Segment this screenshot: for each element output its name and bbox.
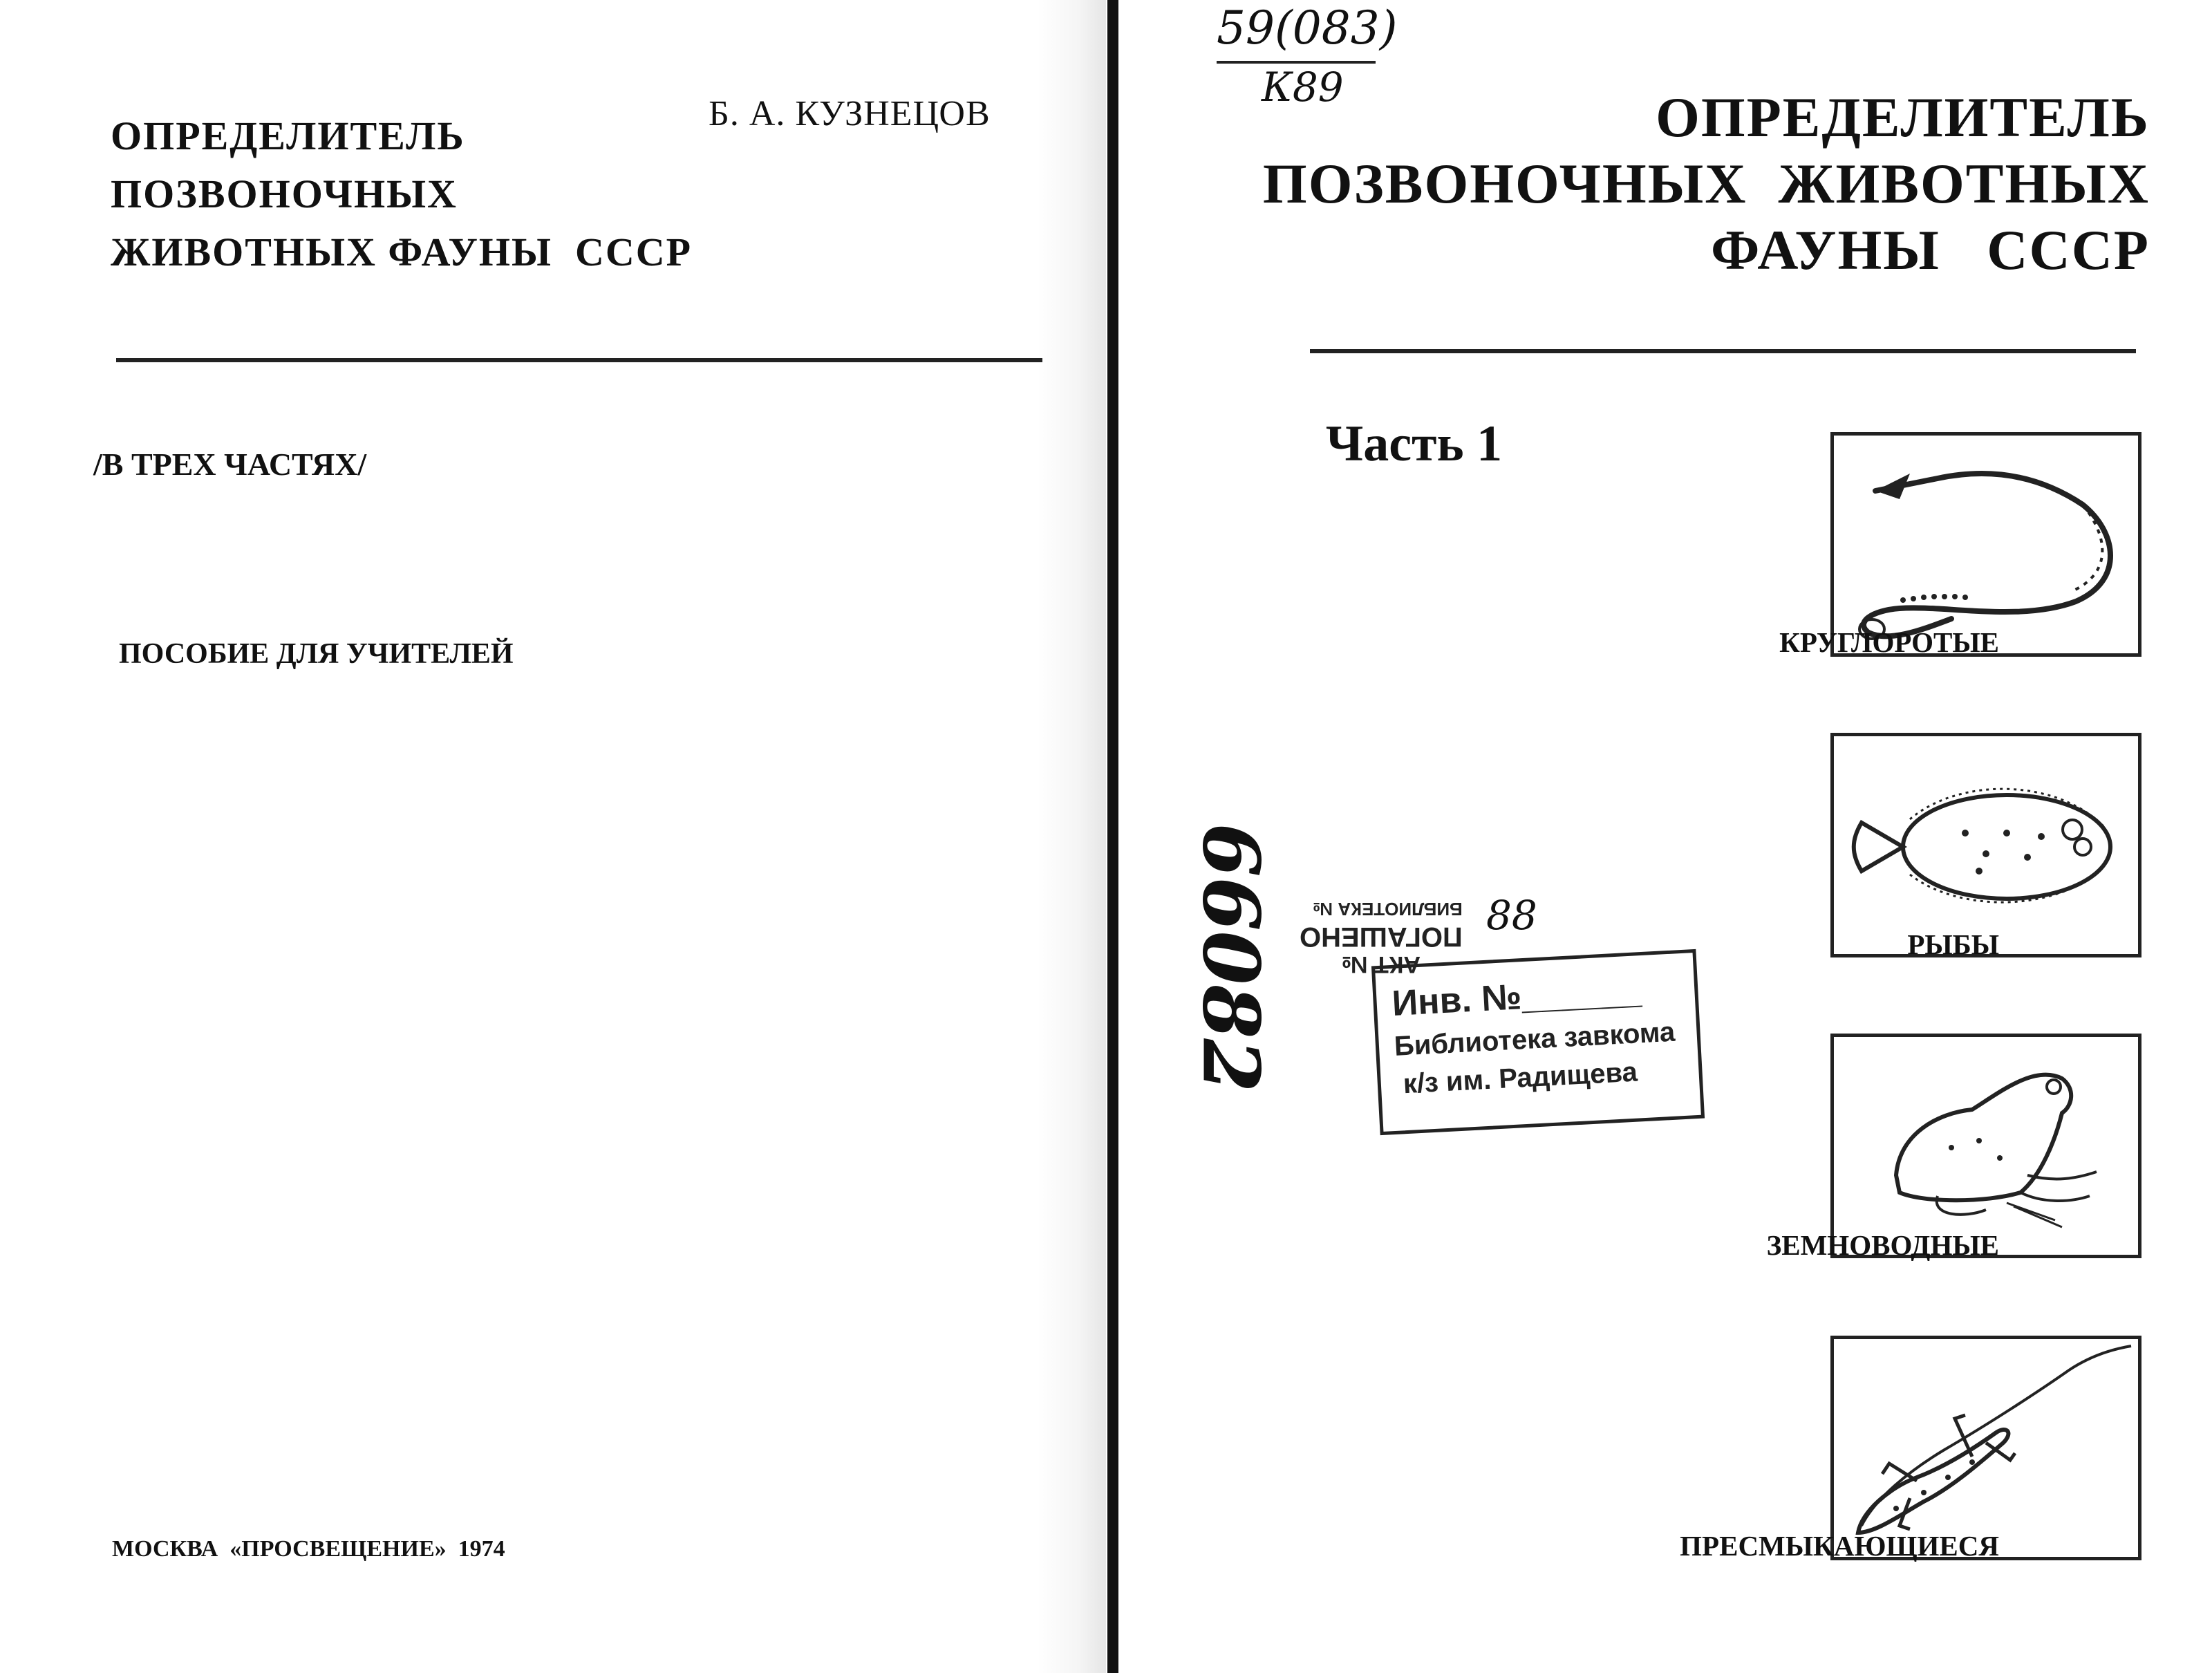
library-stamp-line-2: Библиотека завкома [1393,1016,1676,1062]
mirrored-stamp-line-2: ПОГАШЕНО [1300,922,1463,952]
section-label-amphibians: ЗЕМНОВОДНЫЕ [1766,1229,1999,1261]
right-title-rule [1310,349,2136,353]
section-label-fishes: РЫБЫ [1907,928,1999,960]
lizard-illustration-box [1830,1336,2141,1560]
right-title-line-3: ФАУНЫ СССР [1711,218,2150,281]
right-title-line-1: ОПРЕДЕЛИТЕЛЬ [1656,86,2150,149]
left-subtitle: ПОСОБИЕ ДЛЯ УЧИТЕЛЕЙ [119,638,514,670]
section-label-cyclostomes: КРУГЛОРОТЫЕ [1779,626,1999,658]
right-page [1120,0,2212,1673]
flatfish-illustration-box [1830,733,2141,957]
left-title [111,107,692,281]
flatfish-icon [1834,736,2138,954]
library-stamp-inventory: Инв. №______ [1391,971,1642,1024]
mirrored-stamp-number: 88 [1486,892,1537,939]
library-stamp [1371,949,1705,1135]
right-title [1263,84,2150,283]
author-name: Б. А. КУЗНЕЦОВ [709,94,991,133]
left-title-line-1: ОПРЕДЕЛИТЕЛЬ [111,113,465,158]
lizard-icon [1834,1339,2138,1557]
right-title-line-2: ПОЗВОНОЧНЫХ ЖИВОТНЫХ [1262,152,2150,215]
section-label-reptiles: ПРЕСМЫКАЮЩИЕСЯ [1680,1530,1999,1562]
left-title-rule [116,358,1042,362]
lamprey-icon [1834,436,2138,653]
shelfmark-bottom: К89 [1262,64,1344,111]
left-title-line-3: ЖИВОТНЫХ ФАУНЫ СССР [111,230,693,274]
left-title-line-2: ПОЗВОНОЧНЫХ [111,171,458,216]
frog-icon [1834,1037,2138,1255]
mirrored-stamp-line-1: АКТ № [1341,951,1421,978]
library-stamp-line-3: к/з им. Радищева [1402,1056,1638,1100]
inventory-number-handwritten: 66082 [1185,823,1276,1093]
mirrored-stamp-line-3: БИБЛИОТЕКА № [1313,899,1463,919]
part-number: Часть 1 [1326,415,1503,472]
book-spine [1107,0,1118,1673]
frog-illustration-box [1830,1034,2141,1258]
publisher-imprint: МОСКВА «ПРОСВЕЩЕНИЕ» 1974 [112,1536,505,1562]
parts-note: /В ТРЕХ ЧАСТЯХ/ [93,447,367,482]
lamprey-illustration-box [1830,432,2141,657]
shelfmark-top: 59(083) [1217,1,1398,55]
